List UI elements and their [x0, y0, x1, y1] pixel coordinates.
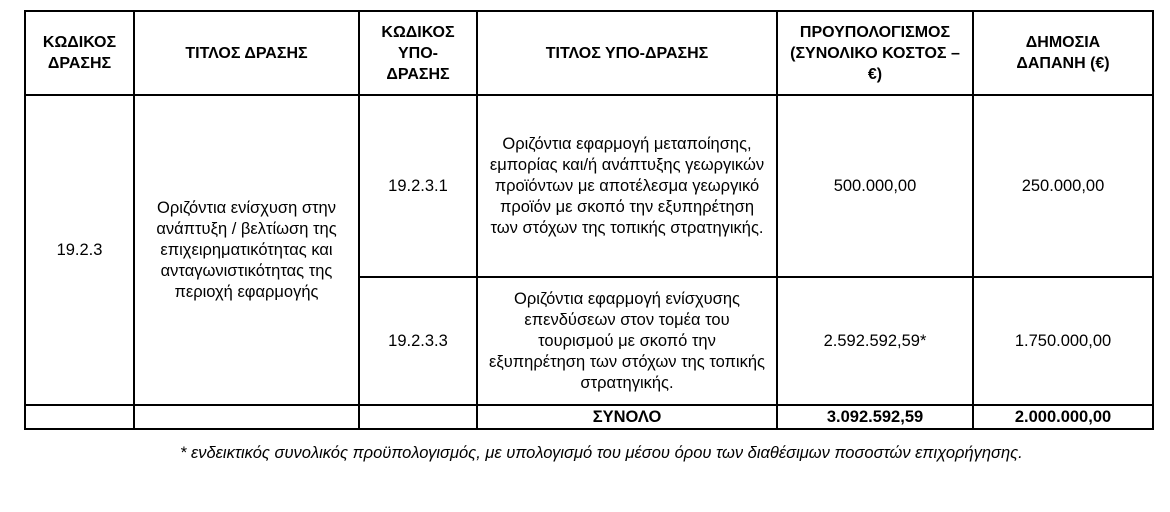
- total-empty-cell: [359, 405, 477, 429]
- header-action-code: ΚΩΔΙΚΟΣ ΔΡΑΣΗΣ: [25, 11, 134, 95]
- header-public-expenditure: ΔΗΜΟΣΙΑ ΔΑΠΑΝΗ (€): [973, 11, 1153, 95]
- total-label: ΣΥΝΟΛΟ: [477, 405, 777, 429]
- budget-cell: 500.000,00: [777, 95, 973, 277]
- total-empty-cell: [25, 405, 134, 429]
- total-budget: 3.092.592,59: [777, 405, 973, 429]
- total-empty-cell: [134, 405, 359, 429]
- public-expenditure-cell: 1.750.000,00: [973, 277, 1153, 405]
- header-action-title: ΤΙΤΛΟΣ ΔΡΑΣΗΣ: [134, 11, 359, 95]
- table-row: [25, 95, 1153, 277]
- budget-table: [24, 10, 1154, 430]
- header-budget: ΠΡΟΥΠΟΛΟΓΙΣΜΟΣ (ΣΥΝΟΛΙΚΟ ΚΟΣΤΟΣ – €): [777, 11, 973, 95]
- header-row: [25, 11, 1153, 95]
- budget-cell: 2.592.592,59*: [777, 277, 973, 405]
- sub-action-code-cell: 19.2.3.1: [359, 95, 477, 277]
- action-title-cell: Οριζόντια ενίσχυση στην ανάπτυξη / βελτίωση της επιχειρηματικότητας και ανταγωνιστικότητας της περιοχή εφαρμογής: [134, 95, 359, 405]
- header-sub-action-title: ΤΙΤΛΟΣ ΥΠΟ-ΔΡΑΣΗΣ: [477, 11, 777, 95]
- total-row: [25, 405, 1153, 429]
- total-public-expenditure: 2.000.000,00: [973, 405, 1153, 429]
- public-expenditure-cell: 250.000,00: [973, 95, 1153, 277]
- header-sub-action-code: ΚΩΔΙΚΟΣ ΥΠΟ-ΔΡΑΣΗΣ: [359, 11, 477, 95]
- footnote: * ενδεικτικός συνολικός προϋπολογισμός, με υπολογισμό του μέσου όρου των διαθέσιμων ποσοστών επιχορήγησης.: [180, 444, 1023, 462]
- action-code-cell: 19.2.3: [25, 95, 134, 405]
- sub-action-code-cell: 19.2.3.3: [359, 277, 477, 405]
- sub-action-title-cell: Οριζόντια εφαρμογή ενίσχυσης επενδύσεων στον τομέα του τουρισμού με σκοπό την εξυπηρέτηση των στόχων της τοπικής στρατηγικής.: [477, 277, 777, 405]
- sub-action-title-cell: Οριζόντια εφαρμογή μεταποίησης, εμπορίας και/ή ανάπτυξης γεωργικών προϊόντων με αποτέλεσμα γεωργικό προϊόν με σκοπό την εξυπηρέτηση των στόχων της τοπικής στρατηγικής.: [477, 95, 777, 277]
